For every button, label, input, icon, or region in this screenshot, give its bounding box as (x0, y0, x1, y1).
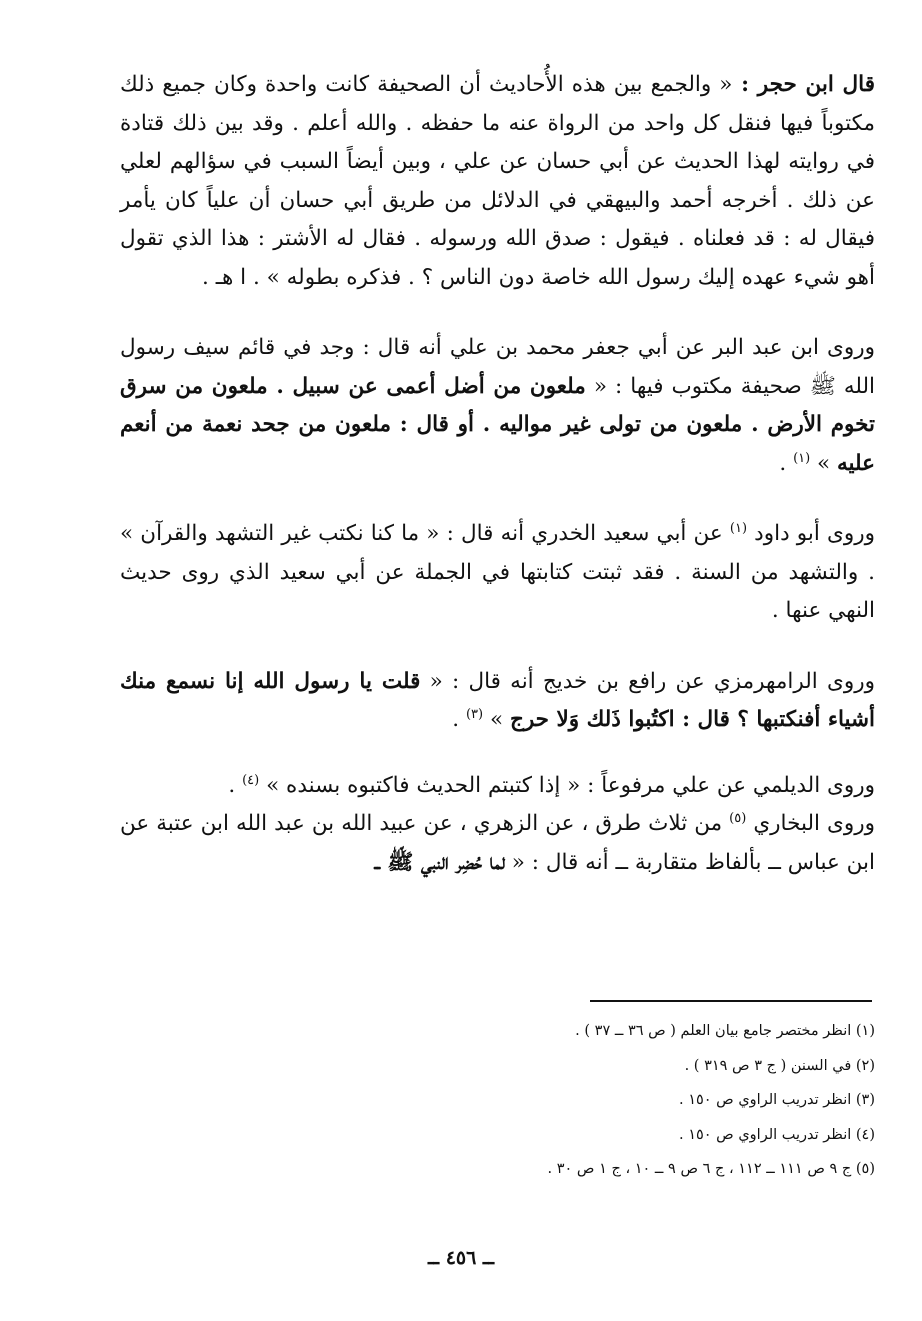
paragraph-tail: . (452, 707, 466, 732)
paragraph-text: وروى ابن عبد البر عن أبي جعفر محمد بن علي أنه قال : وجد في قائم سيف رسول الله ﷺ صحيفة مكتوب فيها : « (120, 335, 875, 399)
quoted-text: قلت يا رسول الله إنا نسمع منك أشياء أفنكتبها ؟ قال : اكتُبوا ذَلك وَلا حرج (120, 668, 875, 732)
footnote-ref: (٣) (465, 706, 484, 722)
footnote-4: (٤) انظر تدريب الراوي ص ١٥٠ . (678, 1126, 875, 1143)
main-text (120, 66, 875, 882)
page-number: ــ ٤٥٦ ــ (427, 1247, 495, 1269)
footnote-3: (٣) انظر تدريب الراوي ص ١٥٠ . (678, 1092, 875, 1108)
paragraph-lead: وروى أبو داود (747, 521, 875, 546)
footnotes (330, 1014, 875, 1187)
footnote-divider (590, 1000, 872, 1002)
paragraph-lead: وروى البخاري (746, 811, 876, 836)
quote-close: » (483, 707, 510, 732)
paragraph-ramahurmuzi (120, 663, 875, 740)
footnote-2: (٢) في السنن ( ج ٣ ص ٣١٩ ) . (684, 1057, 875, 1074)
paragraph-text: وروى الرامهرمزي عن رافع بن خديج أنه قال : « (420, 668, 875, 694)
footnote-1: (١) انظر مختصر جامع بيان العلم ( ص ٣٦ ــ ٣٧ ) . (575, 1023, 875, 1039)
footnote-ref: (١) (793, 450, 811, 466)
paragraph-text: من ثلاث طرق ، عن الزهري ، عن عبيد الله بن عبد الله ابن عتبة عن ابن عباس ــ بألفاظ متقاربة ــ أنه قال : « (120, 811, 875, 875)
quoted-text: لما حُضِر النبي ﷺ ــ (374, 849, 505, 875)
paragraph-daylami (120, 767, 875, 806)
footnote-5: (٥) ج ٩ ص ١١١ ــ ١١٢ ، ج ٦ ص ٩ ــ ١٠ ، ج ١ ص ٣٠ . (547, 1161, 875, 1177)
paragraph-ibn-abd-al-barr (120, 329, 875, 483)
footnote-ref: (١) (729, 520, 748, 536)
paragraph-bukhari (120, 805, 875, 882)
paragraph-text: وروى الديلمي عن علي مرفوعاً : « إذا كتبتم الحديث فاكتبوه بسنده » (259, 772, 875, 798)
quote-close: » (810, 450, 838, 476)
speaker-label: قال ابن حجر : (732, 72, 875, 97)
paragraph-text: عن أبي سعيد الخدري أنه قال : « ما كنا نكتب غير التشهد والقرآن » . والتشهد من السنة . فقد ثبتت كتابتها في الجملة عن أبي سعيد الذي روى حديث النهي عنها . (120, 521, 875, 623)
paragraph-ibn-hajar (120, 66, 875, 297)
footnote-ref: (٤) (242, 772, 260, 788)
paragraph-tail: . (779, 450, 794, 476)
paragraph-text: « والجمع بين هذه الأُحاديث أن الصحيفة كانت واحدة وكان جميع ذلك مكتوباً فيها فنقل كل واحد من الرواة عنه ما حفظه . والله أعلم . وقد بين ذلك قتادة في روايته لهذا الحديث عن أبي حسان عن علي ، وبين أيضاً السبب في سؤالهم لعلي عن ذلك . أخرجه أحمد والبيهقي في الدلائل من طريق أبي حسان أن علياً كان يأمر فيقال له : قد فعلناه . فيقول : صدق الله ورسوله . فقال له الأشتر : هذا الذي تقول أهو شيء عهده إليك رسول الله خاصة دون الناس ؟ . فذكره بطوله » . ا هـ . (120, 72, 875, 290)
paragraph-abu-dawud (120, 515, 875, 631)
footnote-ref: (٥) (729, 810, 747, 826)
paragraph-tail: . (228, 772, 243, 798)
quoted-text: ملعون من أضل أعمى عن سبيل . ملعون من سرق تخوم الأرض . ملعون من تولى غير مواليه . أو قال : ملعون من جحد نعمة من أنعم عليه (120, 373, 875, 476)
